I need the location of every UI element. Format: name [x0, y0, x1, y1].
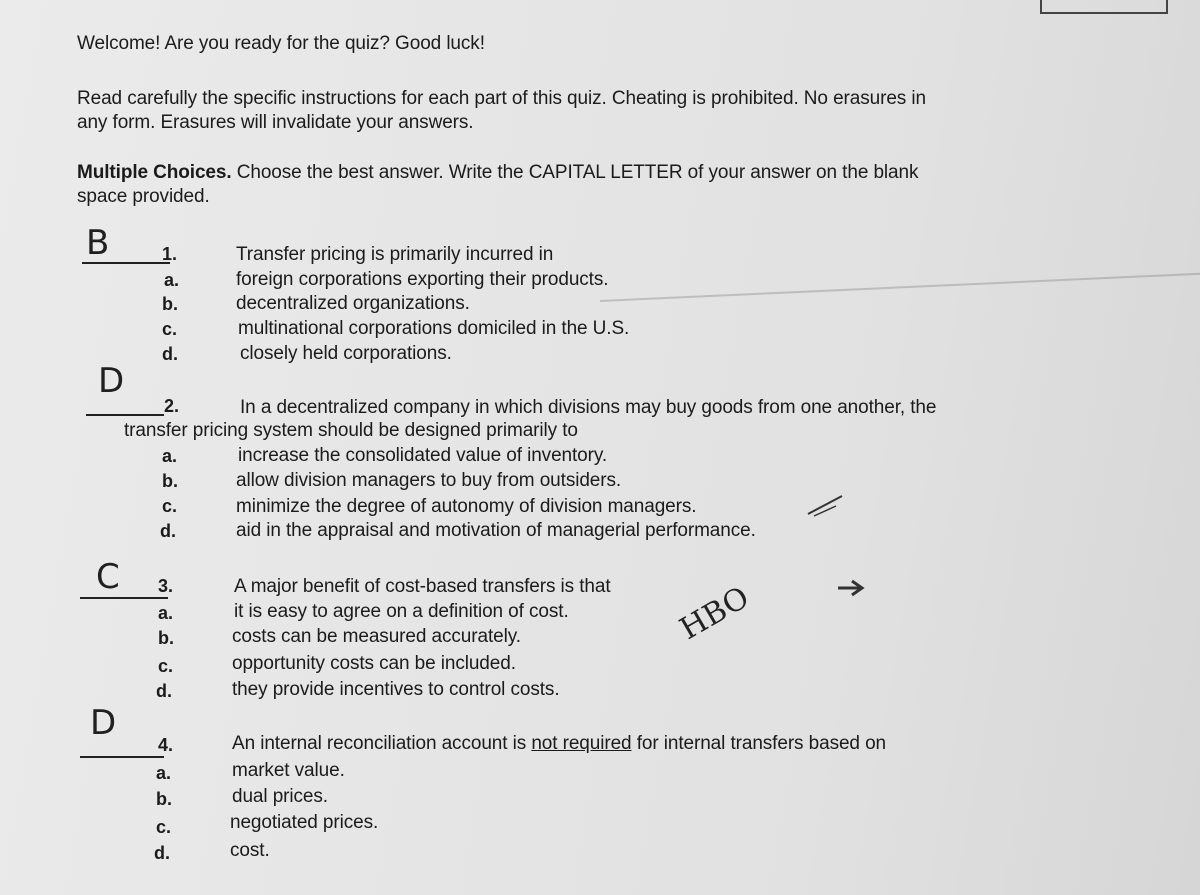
- choice-text-1d: closely held corporations.: [240, 343, 452, 364]
- instructions-line-2: any form. Erasures will invalidate your answers.: [77, 112, 474, 133]
- choice-text-4d: cost.: [230, 840, 270, 861]
- answer-3-handwritten: C: [96, 557, 120, 597]
- section-instructions-line-2: space provided.: [77, 186, 210, 207]
- answer-blank-2[interactable]: [86, 414, 164, 416]
- section-heading: Multiple Choices.: [77, 162, 232, 183]
- choice-label-4d: d.: [154, 843, 170, 863]
- margin-note-handwritten: HBO: [674, 580, 756, 647]
- check-mark-icon: [806, 492, 846, 520]
- arrow-mark-icon: [836, 578, 866, 598]
- question-stem-2-cont: transfer pricing system should be designed primarily to: [124, 420, 578, 441]
- question-stem-1: Transfer pricing is primarily incurred in: [236, 244, 554, 265]
- choice-label-1a: a.: [164, 270, 180, 290]
- choice-text-3b: costs can be measured accurately.: [232, 626, 521, 647]
- question-stem-4: [232, 733, 886, 755]
- choice-text-4b: dual prices.: [232, 786, 328, 807]
- choice-label-4a: a.: [156, 763, 172, 783]
- answer-2-handwritten: D: [98, 361, 125, 401]
- choice-label-1c: c.: [162, 319, 178, 339]
- choice-text-1c: multinational corporations domiciled in the U.S.: [238, 318, 630, 339]
- choice-label-1b: b.: [162, 294, 178, 314]
- instructions-line-1: Read carefully the specific instructions for each part of this quiz. Cheating is prohibited. No erasures in: [77, 88, 926, 109]
- welcome-text: Welcome! Are you ready for the quiz? Good luck!: [77, 33, 485, 54]
- section-instructions-line-1: [77, 162, 918, 184]
- choice-text-1a: foreign corporations exporting their products.: [236, 269, 609, 290]
- choice-label-2a: a.: [162, 446, 178, 466]
- question-stem-4-post: for internal transfers based on: [631, 733, 887, 754]
- choice-label-2d: d.: [160, 521, 176, 541]
- choice-label-3b: b.: [158, 628, 174, 648]
- choice-text-4c: negotiated prices.: [230, 812, 379, 833]
- answer-4-handwritten: D: [90, 703, 117, 743]
- choice-label-3c: c.: [158, 656, 174, 676]
- choice-text-2c: minimize the degree of autonomy of division managers.: [236, 496, 697, 517]
- answer-blank-1[interactable]: [82, 262, 170, 264]
- answer-1-handwritten: B: [86, 223, 110, 263]
- choice-label-1d: d.: [162, 344, 178, 364]
- question-stem-4-emphasis: not required: [531, 733, 632, 754]
- choice-text-2b: allow division managers to buy from outsiders.: [236, 470, 622, 491]
- choice-label-3a: a.: [158, 603, 174, 623]
- choice-label-2b: b.: [162, 471, 178, 491]
- choice-text-4a: market value.: [232, 760, 345, 781]
- question-number-1: 1.: [162, 244, 178, 264]
- answer-blank-4[interactable]: [80, 756, 164, 758]
- choice-text-3c: opportunity costs can be included.: [232, 653, 516, 674]
- choice-text-1b: decentralized organizations.: [236, 293, 470, 314]
- header-box: [1040, 0, 1168, 14]
- choice-label-4c: c.: [156, 817, 172, 837]
- choice-label-4b: b.: [156, 789, 172, 809]
- question-stem-2: In a decentralized company in which divisions may buy goods from one another, the: [240, 397, 937, 418]
- section-instructions: Choose the best answer. Write the CAPITAL LETTER of your answer on the blank: [231, 162, 919, 183]
- choice-text-3a: it is easy to agree on a definition of cost.: [234, 601, 569, 622]
- question-stem-3: A major benefit of cost-based transfers is that: [234, 576, 611, 597]
- question-number-3: 3.: [158, 576, 174, 596]
- answer-blank-3[interactable]: [80, 597, 168, 599]
- question-number-4: 4.: [158, 735, 174, 755]
- choice-text-2a: increase the consolidated value of inventory.: [238, 445, 608, 466]
- choice-label-2c: c.: [162, 496, 178, 516]
- choice-label-3d: d.: [156, 681, 172, 701]
- choice-text-2d: aid in the appraisal and motivation of managerial performance.: [236, 520, 756, 541]
- choice-text-3d: they provide incentives to control costs.: [232, 679, 560, 700]
- question-number-2: 2.: [164, 396, 180, 416]
- question-stem-4-pre: An internal reconciliation account is: [232, 733, 532, 754]
